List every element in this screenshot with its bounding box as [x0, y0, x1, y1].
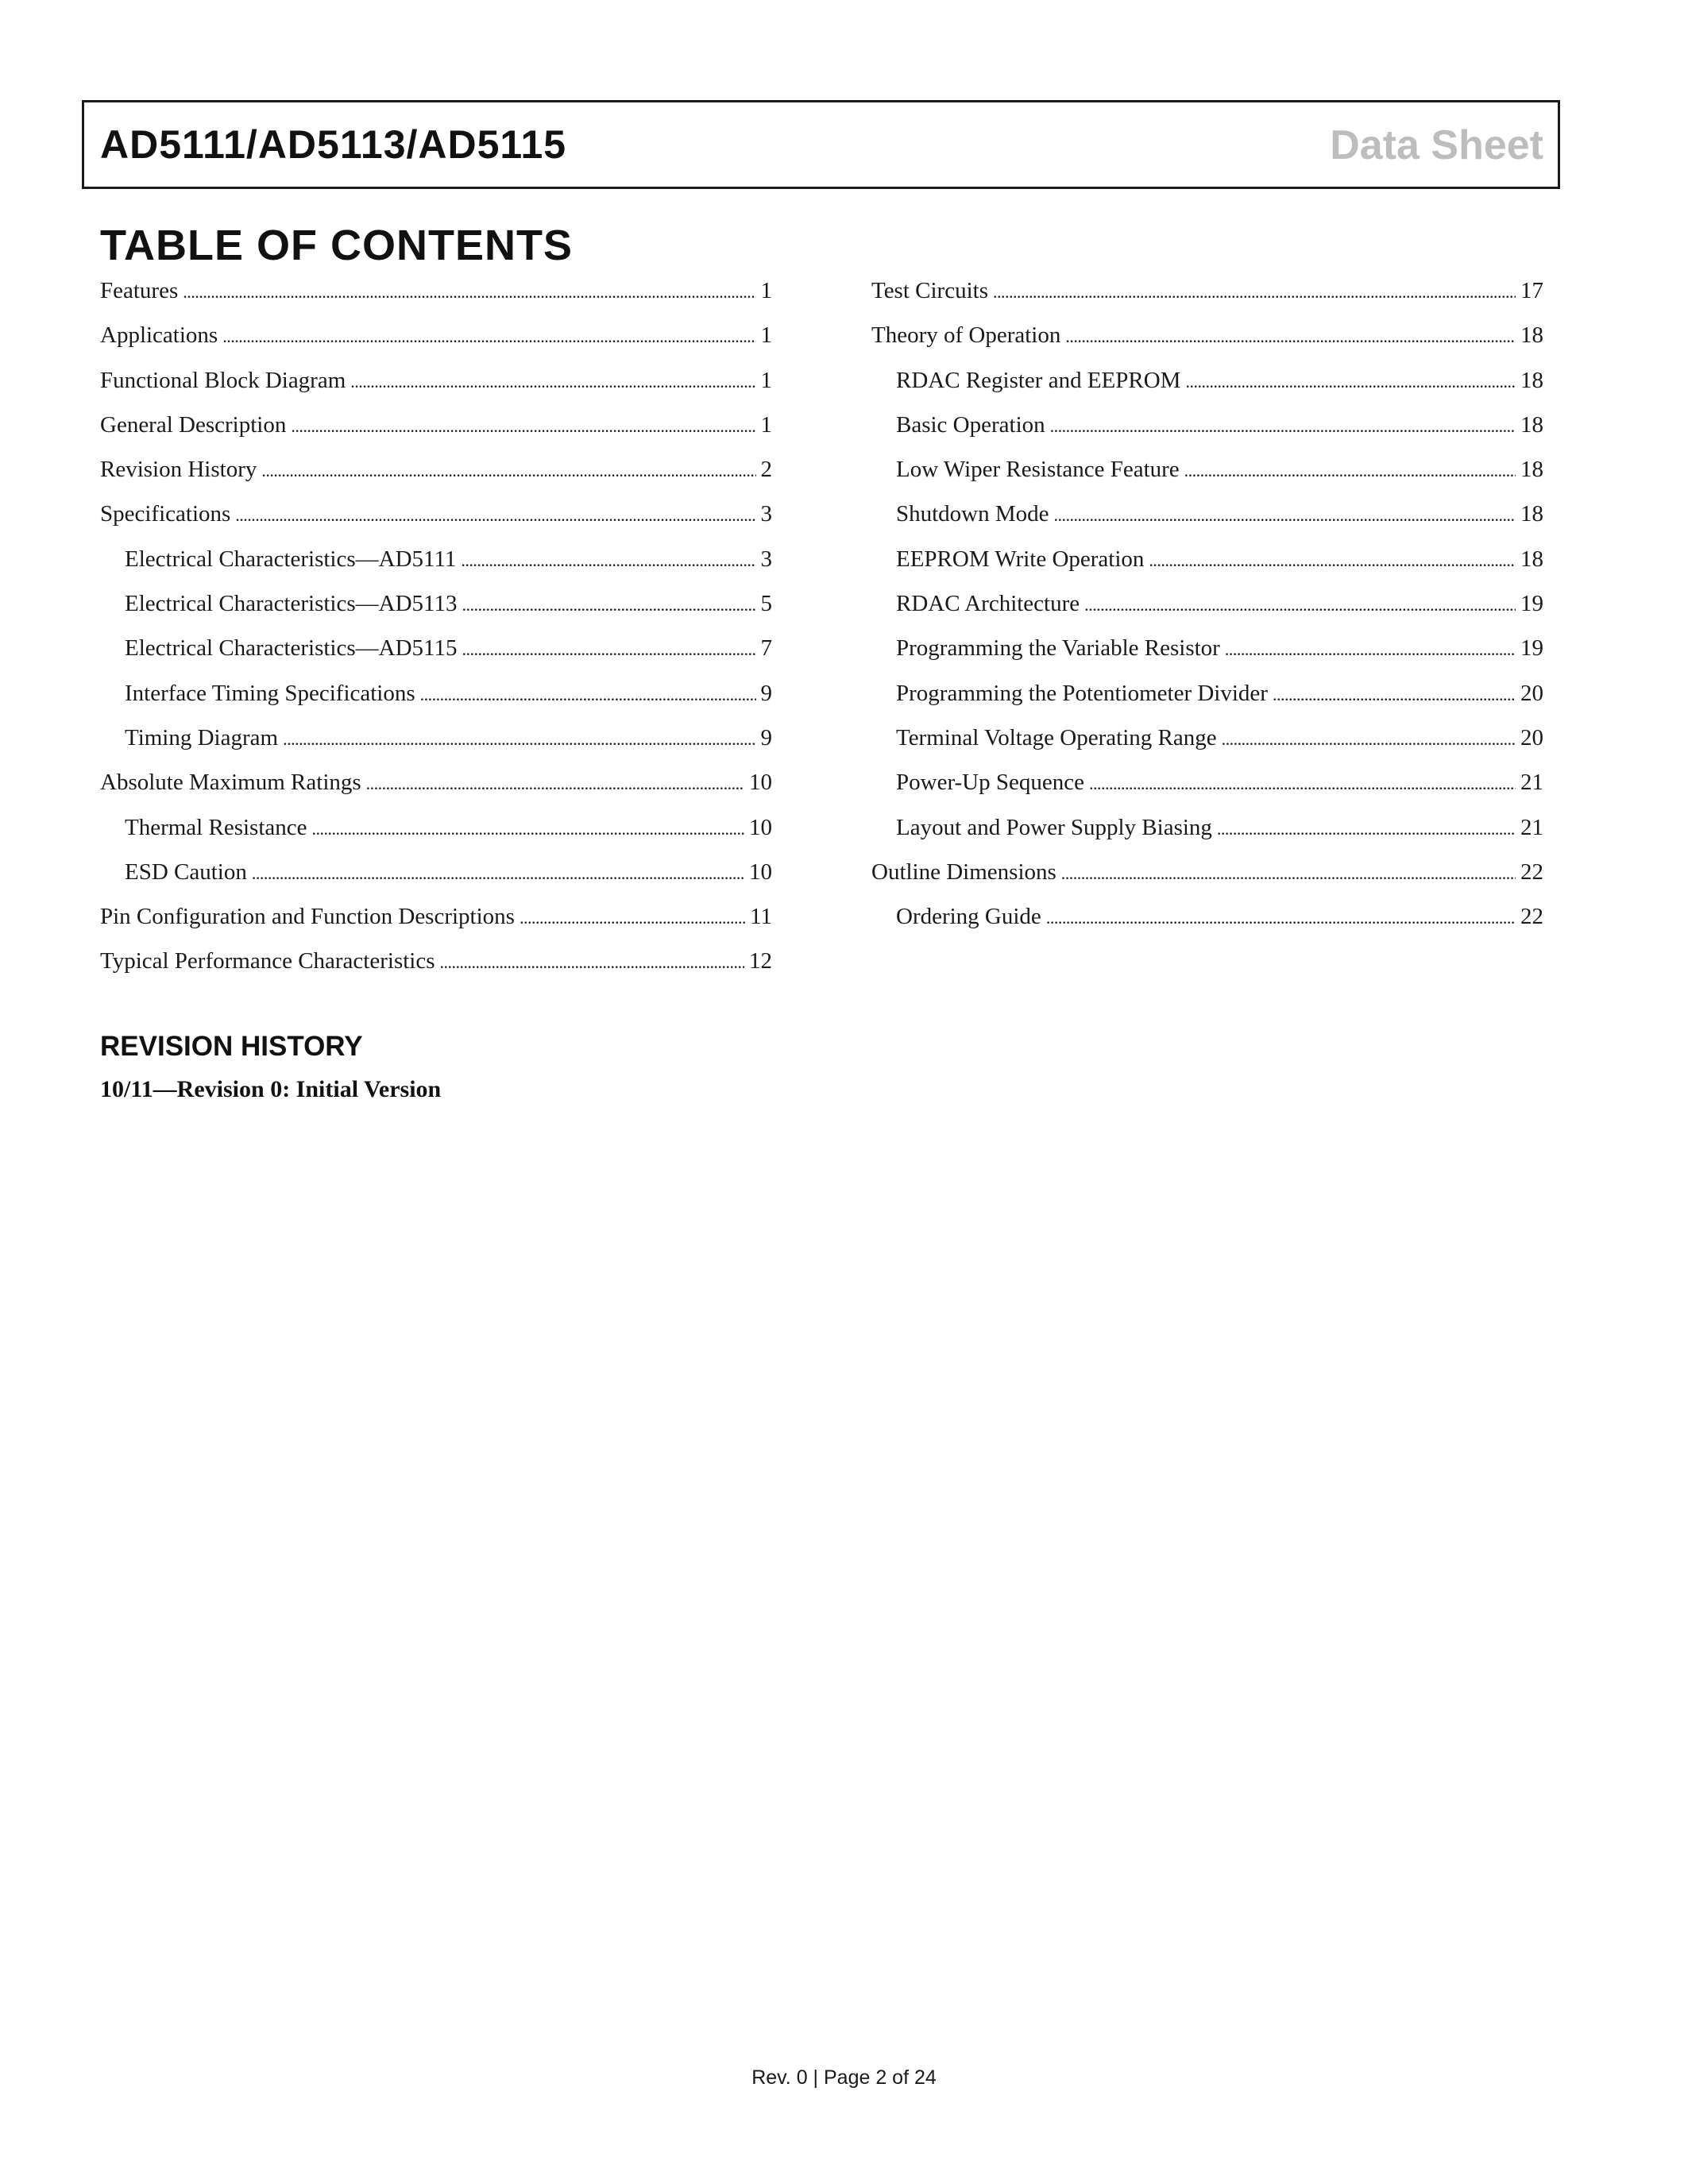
- toc-entry-page: 19: [1520, 591, 1543, 617]
- toc-entry-page: 1: [760, 411, 772, 438]
- toc-entry[interactable]: [100, 407, 772, 452]
- toc-dot-leader: [462, 586, 755, 621]
- toc-dot-leader: [462, 631, 755, 666]
- toc-entry[interactable]: [100, 855, 772, 899]
- toc-entry-page: 9: [760, 680, 772, 706]
- toc-entry[interactable]: [871, 855, 1543, 899]
- toc-entry-page: 11: [750, 904, 772, 930]
- toc-entry[interactable]: [871, 363, 1543, 407]
- toc-entry[interactable]: [871, 899, 1543, 943]
- toc-entry-label: EEPROM Write Operation: [896, 546, 1145, 572]
- toc-entry[interactable]: [100, 586, 772, 631]
- toc-entry-page: 18: [1520, 501, 1543, 527]
- toc-entry-page: 3: [760, 546, 772, 572]
- toc-entry-label: Test Circuits: [871, 278, 988, 303]
- toc-dot-leader: [235, 496, 755, 531]
- toc-entry[interactable]: [100, 943, 772, 988]
- toc-entry-label: Low Wiper Resistance Feature: [896, 457, 1180, 483]
- toc-entry[interactable]: [871, 273, 1543, 318]
- toc-entry[interactable]: [100, 720, 772, 765]
- toc-entry[interactable]: [100, 899, 772, 943]
- toc-entry-page: 20: [1520, 724, 1543, 751]
- toc-dot-leader: [1149, 542, 1516, 577]
- toc-entry-label: Interface Timing Specifications: [125, 680, 415, 706]
- toc-entry-page: 18: [1520, 546, 1543, 572]
- toc-entry-label: Ordering Guide: [896, 904, 1041, 930]
- toc-entry-page: 21: [1520, 814, 1543, 840]
- toc-entry-label: Outline Dimensions: [871, 859, 1056, 885]
- toc-dot-leader: [1046, 899, 1516, 934]
- toc-dot-leader: [283, 720, 755, 755]
- toc-entry-page: 22: [1520, 904, 1543, 930]
- toc-right-column: [871, 273, 1543, 943]
- toc-dot-leader: [1084, 586, 1516, 621]
- toc-entry-label: Timing Diagram: [125, 724, 279, 751]
- document-type: Data Sheet: [1330, 122, 1543, 168]
- toc-dot-leader: [1185, 363, 1516, 398]
- part-numbers: AD5111/AD5113/AD5115: [100, 122, 567, 167]
- revision-history-heading: REVISION HISTORY: [100, 1031, 363, 1062]
- toc-entry-page: 21: [1520, 770, 1543, 796]
- toc-dot-leader: [461, 542, 755, 577]
- toc-dot-leader: [183, 273, 755, 308]
- toc-entry-page: 18: [1520, 367, 1543, 393]
- toc-entry[interactable]: [871, 407, 1543, 452]
- toc-entry[interactable]: [871, 496, 1543, 541]
- toc-dot-leader: [1061, 855, 1516, 889]
- toc-entry-page: 10: [749, 814, 772, 840]
- toc-entry-page: 10: [749, 770, 772, 796]
- toc-dot-leader: [1184, 452, 1516, 487]
- toc-entry-page: 17: [1520, 278, 1543, 303]
- toc-dot-leader: [993, 273, 1516, 308]
- page-footer: Rev. 0 | Page 2 of 24: [751, 2066, 937, 2089]
- toc-entry-label: Programming the Potentiometer Divider: [896, 680, 1268, 706]
- toc-entry-page: 20: [1520, 680, 1543, 706]
- toc-entry-page: 2: [760, 457, 772, 483]
- toc-dot-leader: [366, 765, 744, 800]
- revision-history-entry: 10/11—Revision 0: Initial Version: [100, 1076, 442, 1102]
- toc-dot-leader: [312, 810, 745, 845]
- toc-dot-leader: [222, 318, 755, 353]
- toc-entry[interactable]: [100, 496, 772, 541]
- toc-dot-leader: [420, 676, 756, 711]
- toc-entry-label: Programming the Variable Resistor: [896, 635, 1220, 662]
- toc-entry[interactable]: [871, 810, 1543, 855]
- toc-entry-label: Theory of Operation: [871, 322, 1061, 349]
- toc-entry-page: 18: [1520, 457, 1543, 483]
- toc-dot-leader: [261, 452, 755, 487]
- toc-entry[interactable]: [871, 318, 1543, 362]
- toc-entry[interactable]: [100, 631, 772, 675]
- toc-entry-page: 10: [749, 859, 772, 885]
- toc-dot-leader: [1050, 407, 1516, 442]
- toc-entry[interactable]: [100, 542, 772, 586]
- toc-entry-page: 3: [760, 501, 772, 527]
- toc-dot-leader: [1273, 676, 1516, 711]
- toc-entry-label: Absolute Maximum Ratings: [100, 770, 361, 796]
- toc-entry-label: Features: [100, 278, 179, 303]
- toc-dot-leader: [1065, 318, 1516, 353]
- toc-entry-label: Thermal Resistance: [125, 814, 307, 840]
- toc-entry[interactable]: [871, 542, 1543, 586]
- toc-entry-label: Specifications: [100, 501, 231, 527]
- toc-entry-label: Layout and Power Supply Biasing: [896, 814, 1212, 840]
- toc-entry-label: RDAC Register and EEPROM: [896, 367, 1181, 393]
- toc-entry-label: Power-Up Sequence: [896, 770, 1084, 796]
- toc-entry-label: ESD Caution: [125, 859, 247, 885]
- toc-entry-label: RDAC Architecture: [896, 591, 1080, 617]
- toc-entry[interactable]: [871, 452, 1543, 496]
- toc-entry-label: Electrical Characteristics—AD5111: [125, 546, 457, 572]
- toc-entry[interactable]: [100, 452, 772, 496]
- toc-entry-page: 1: [760, 367, 772, 393]
- toc-entry-page: 9: [760, 724, 772, 751]
- toc-left-column: [100, 273, 772, 989]
- toc-entry[interactable]: [871, 631, 1543, 675]
- toc-title: TABLE OF CONTENTS: [100, 222, 573, 269]
- toc-entry-label: Functional Block Diagram: [100, 367, 346, 393]
- toc-entry-page: 18: [1520, 411, 1543, 438]
- toc-entry-label: General Description: [100, 411, 287, 438]
- toc-entry-page: 22: [1520, 859, 1543, 885]
- toc-entry[interactable]: [100, 273, 772, 318]
- toc-entry[interactable]: [100, 765, 772, 809]
- toc-entry[interactable]: [871, 765, 1543, 809]
- toc-dot-leader: [1054, 496, 1516, 531]
- toc-entry-page: 19: [1520, 635, 1543, 662]
- toc-entry-page: 5: [760, 591, 772, 617]
- toc-entry-label: Typical Performance Characteristics: [100, 948, 435, 974]
- toc-entry-label: Basic Operation: [896, 411, 1045, 438]
- toc-entry[interactable]: [871, 720, 1543, 765]
- toc-entry-page: 7: [760, 635, 772, 662]
- toc-dot-leader: [520, 899, 745, 934]
- toc-entry[interactable]: [871, 676, 1543, 720]
- toc-dot-leader: [291, 407, 755, 442]
- toc-entry[interactable]: [100, 318, 772, 362]
- toc-dot-leader: [1217, 810, 1516, 845]
- toc-dot-leader: [1225, 631, 1516, 666]
- toc-dot-leader: [350, 363, 755, 398]
- toc-dot-leader: [440, 943, 744, 978]
- toc-entry-label: Terminal Voltage Operating Range: [896, 724, 1217, 751]
- toc-dot-leader: [1222, 720, 1516, 755]
- toc-entry-page: 1: [760, 278, 772, 303]
- toc-entry-label: Electrical Characteristics—AD5115: [125, 635, 458, 662]
- toc-entry-label: Applications: [100, 322, 218, 349]
- toc-entry-page: 1: [760, 322, 772, 349]
- toc-dot-leader: [252, 855, 744, 889]
- toc-entry[interactable]: [871, 586, 1543, 631]
- toc-entry[interactable]: [100, 810, 772, 855]
- toc-entry-label: Electrical Characteristics—AD5113: [125, 591, 458, 617]
- toc-entry-page: 18: [1520, 322, 1543, 349]
- page-header: [82, 100, 1560, 189]
- toc-entry-label: Revision History: [100, 457, 257, 483]
- toc-dot-leader: [1089, 765, 1516, 800]
- toc-entry-label: Pin Configuration and Function Descriptions: [100, 904, 515, 930]
- toc-entry-label: Shutdown Mode: [896, 501, 1049, 527]
- toc-entry-page: 12: [749, 948, 772, 974]
- toc-entry[interactable]: [100, 676, 772, 720]
- toc-entry[interactable]: [100, 363, 772, 407]
